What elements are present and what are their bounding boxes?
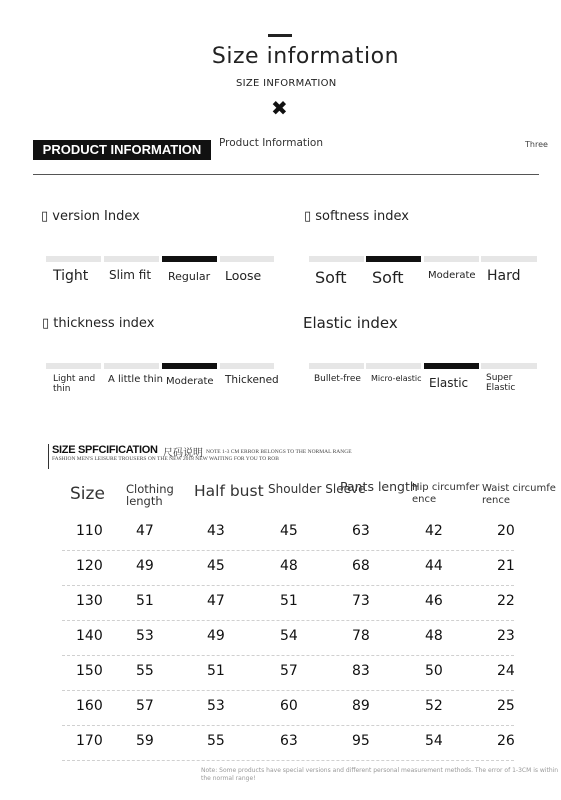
- table-cell: 26: [497, 733, 515, 749]
- elastic-option: Super Elastic: [486, 373, 516, 393]
- softness-option: Hard: [487, 268, 521, 284]
- softness-index-scale: [309, 256, 537, 296]
- column-header: Pants length: [340, 479, 418, 494]
- column-header: Size: [70, 484, 105, 504]
- size-spec-note: NOTE 1-3 CM ERROR BELONGS TO THE NORMAL RANGE: [206, 449, 352, 455]
- table-cell: 45: [280, 523, 298, 539]
- softness-option: Moderate: [428, 270, 476, 281]
- softness-option: Soft: [315, 268, 347, 287]
- table-cell: 20: [497, 523, 515, 539]
- elastic-index-title: Elastic index: [303, 314, 398, 332]
- table-row: [62, 585, 514, 621]
- elastic-segment-4: [481, 363, 537, 369]
- column-header: Hip circumference: [412, 482, 480, 505]
- table-cell: 68: [352, 558, 370, 574]
- page-title: Size information: [211, 44, 400, 69]
- table-cell: 50: [425, 663, 443, 679]
- thickness-segment-1: [46, 363, 101, 369]
- version-segment-4: [220, 256, 274, 262]
- table-cell: 48: [425, 628, 443, 644]
- column-header: Waist circumference: [482, 483, 556, 506]
- table-cell: 54: [280, 628, 298, 644]
- product-information-extra: Three: [525, 140, 548, 149]
- table-cell: 51: [207, 663, 225, 679]
- table-cell: 59: [136, 733, 154, 749]
- version-option: Slim fit: [109, 268, 152, 282]
- thickness-segment-4: [220, 363, 274, 369]
- table-cell: 110: [76, 523, 103, 539]
- table-cell: 24: [497, 663, 515, 679]
- table-cell: 57: [136, 698, 154, 714]
- table-cell: 54: [425, 733, 443, 749]
- elastic-segment-1: [309, 363, 364, 369]
- table-cell: 23: [497, 628, 515, 644]
- thickness-option: Light and thin: [53, 374, 96, 394]
- close-icon: ✖: [271, 96, 288, 120]
- column-header: Clothing length: [126, 482, 174, 508]
- table-cell: 48: [280, 558, 298, 574]
- table-cell: 51: [136, 593, 154, 609]
- table-cell: 51: [280, 593, 298, 609]
- elastic-option: Bullet-free: [314, 374, 361, 384]
- size-spec-tagline: FASHION MEN'S LEISURE TROUSERS ON THE NEW 2018 NEW WAITING FOR YOU TO ROB: [52, 456, 279, 462]
- column-header: Half bust: [194, 482, 264, 500]
- table-cell: 63: [352, 523, 370, 539]
- table-cell: 21: [497, 558, 515, 574]
- table-cell: 22: [497, 593, 515, 609]
- thickness-option: A little thin: [108, 374, 163, 385]
- version-segment-1: [46, 256, 101, 262]
- table-cell: 47: [207, 593, 225, 609]
- table-cell: 83: [352, 663, 370, 679]
- version-option: Loose: [225, 268, 262, 283]
- version-option: Regular: [168, 270, 211, 283]
- table-cell: 78: [352, 628, 370, 644]
- divider: [33, 174, 539, 175]
- page-subtitle: SIZE INFORMATION: [236, 78, 337, 89]
- table-cell: 130: [76, 593, 103, 609]
- thickness-option: Thickened: [225, 374, 279, 386]
- thickness-index-title: ▯ thickness index: [42, 316, 155, 331]
- elastic-segment-2: [366, 363, 421, 369]
- table-cell: 44: [425, 558, 443, 574]
- elastic-option: Elastic: [429, 376, 469, 390]
- version-index-title: ▯ version Index: [41, 209, 140, 224]
- table-cell: 57: [280, 663, 298, 679]
- table-cell: 43: [207, 523, 225, 539]
- table-row: [62, 515, 514, 551]
- table-cell: 150: [76, 663, 103, 679]
- thickness-option: Moderate: [166, 376, 214, 387]
- table-cell: 42: [425, 523, 443, 539]
- softness-segment-3: [424, 256, 479, 262]
- table-cell: 170: [76, 733, 103, 749]
- table-cell: 53: [207, 698, 225, 714]
- softness-option: Soft: [372, 268, 404, 287]
- elastic-index-scale: [309, 363, 537, 403]
- table-cell: 49: [136, 558, 154, 574]
- table-cell: 89: [352, 698, 370, 714]
- title-accent-bar: [268, 34, 292, 37]
- version-index-scale: [46, 256, 274, 296]
- table-cell: 95: [352, 733, 370, 749]
- table-cell: 47: [136, 523, 154, 539]
- softness-index-title: ▯ softness index: [304, 209, 409, 224]
- thickness-segment-3: [162, 363, 217, 369]
- table-row: [62, 550, 514, 586]
- table-cell: 46: [425, 593, 443, 609]
- softness-segment-4: [481, 256, 537, 262]
- table-cell: 25: [497, 698, 515, 714]
- version-option: Tight: [53, 268, 89, 284]
- version-segment-2: [104, 256, 159, 262]
- product-information-label: Product Information: [219, 137, 323, 149]
- table-cell: 45: [207, 558, 225, 574]
- size-spec-accent-line: [48, 444, 49, 469]
- table-cell: 55: [136, 663, 154, 679]
- table-cell: 49: [207, 628, 225, 644]
- table-cell: 53: [136, 628, 154, 644]
- product-information-badge: PRODUCT INFORMATION: [33, 140, 211, 160]
- size-footnote: Note: Some products have special versions and different personal measurement methods. The error of 1-3CM is within the normal range!: [201, 767, 559, 782]
- thickness-index-scale: [46, 363, 279, 403]
- size-spec-heading: SIZE SPFCIFICATION: [52, 444, 158, 456]
- table-row: [62, 655, 514, 691]
- thickness-segment-2: [104, 363, 159, 369]
- table-cell: 120: [76, 558, 103, 574]
- table-cell: 52: [425, 698, 443, 714]
- table-cell: 60: [280, 698, 298, 714]
- table-row: [62, 620, 514, 656]
- table-cell: 55: [207, 733, 225, 749]
- size-spec-heading-cn: 尺码说明: [163, 448, 203, 459]
- table-row: [62, 690, 514, 726]
- column-header: Shoulder Sleeve: [268, 482, 366, 496]
- version-segment-3: [162, 256, 217, 262]
- softness-segment-2: [366, 256, 421, 262]
- table-cell: 73: [352, 593, 370, 609]
- table-cell: 140: [76, 628, 103, 644]
- table-row: [62, 725, 514, 761]
- elastic-option: Micro-elastic: [371, 374, 422, 383]
- table-cell: 63: [280, 733, 298, 749]
- table-cell: 160: [76, 698, 103, 714]
- softness-segment-1: [309, 256, 364, 262]
- elastic-segment-3: [424, 363, 479, 369]
